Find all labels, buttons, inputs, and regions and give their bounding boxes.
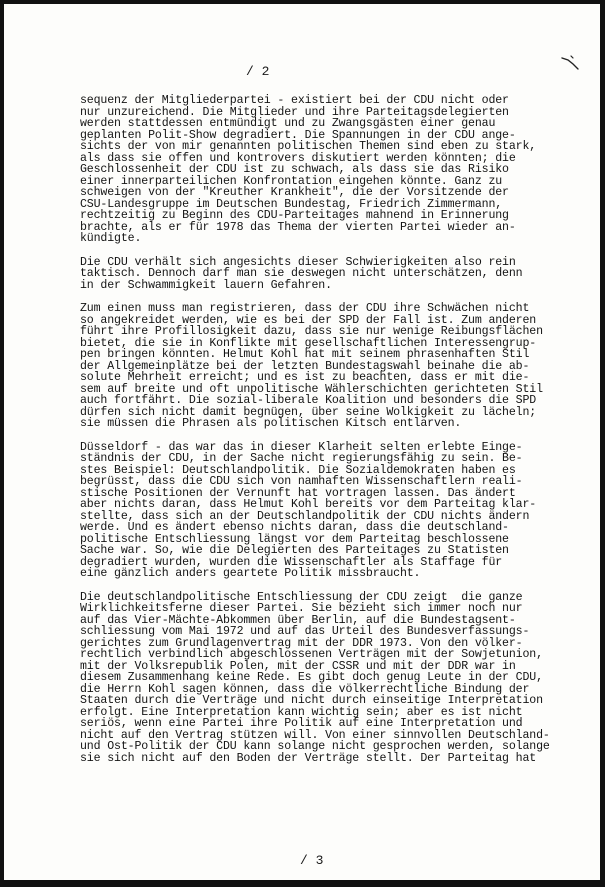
text-line: brachte, als er für 1978 das Thema der vierten Partei wieder an-: [80, 220, 516, 234]
pen-mark-icon: [559, 52, 581, 74]
text-line: CSU-Landesgruppe im Deutschen Bundestag, Friedrich Zimmermann,: [80, 197, 503, 211]
text-line: sie müssen die Phrasen als politischen Kitsch entlarven.: [80, 417, 462, 430]
text-line: solute Mehrheit erreicht; und es ist zu beachten, dass er mit die-: [80, 371, 530, 384]
text-line: sequenz der Mitgliederpartei - existiert bei der CDU nicht oder: [80, 94, 509, 107]
text-line: politische Entschliessung längst vor dem Parteitag beschlossene: [80, 532, 509, 546]
text-line: führt ihre Profillosigkeit dazu, dass sie nur wenige Reibungsflächen: [80, 325, 543, 338]
text-line: geplanten Polit-Show degradiert. Die Spannungen in der CDU ange-: [80, 128, 516, 142]
text-line: degradiert wurden, wurden die Wissenschaftler als Staffage für: [80, 555, 503, 569]
text-line: Die CDU verhält sich angesichts dieser Schwierigkeiten also rein: [80, 255, 516, 269]
text-line: Staaten durch die Verträge und nicht durch einseitige Interpretation: [80, 694, 543, 707]
text-line: gerichtes zum Grundlagenvertrag mit der DDR 1973. Von den völker-: [80, 636, 523, 650]
text-line: auf das Vier-Mächte-Abkommen über Berlin, auf die Bundestagsent-: [80, 613, 516, 627]
text-line: nur unzureichend. Die Mitglieder und ihre Parteitagsdelegierten: [80, 105, 509, 119]
text-line: schweigen von der "Kreuther Krankheit", die der Vorsitzende der: [80, 186, 509, 199]
text-line: so angekreidet werden, wie es bei der SPD der Fall ist. Zum anderen: [80, 313, 537, 327]
page-number-top: / 2: [246, 64, 270, 79]
text-line: kündigte.: [80, 232, 142, 245]
text-line: werde. Und es ändert ebenso nichts daran, dass die deutschland-: [80, 521, 509, 534]
text-line: sie sich nicht auf den Boden der Verträge stellt. Der Parteitag hat: [80, 751, 537, 765]
text-line: mit der Volksrepublik Polen, mit der CSSR und mit der DDR war in: [80, 659, 516, 673]
text-line: und Ost-Politik der CDU kann solange nicht gesprochen werden, solange: [80, 740, 550, 753]
text-line: diesem Zusammenhang keine Rede. Es gibt doch genug Leute in der CDU,: [80, 671, 543, 684]
text-line: Wirklichkeitsferne dieser Partei. Sie bezieht sich immer noch nur: [80, 602, 523, 615]
text-line: rechtlich verbindlich abgeschlossenen Verträgen mit der Sowjetunion,: [80, 648, 543, 661]
text-line: stellte, dass sich an der Deutschlandpolitik der CDU nichts ändern: [80, 509, 530, 523]
document-body: [80, 95, 560, 776]
text-line: einer innerparteilichen Konfrontation eingehen könnte. Ganz zu: [80, 174, 503, 188]
text-line: Geschlossenheit der CDU ist zu schwach, als dass sie das Risiko: [80, 163, 509, 176]
paragraph: [80, 303, 560, 430]
paragraph: [80, 95, 560, 245]
text-line: als dass sie offen und kontrovers diskutiert werden könnten; die: [80, 151, 516, 165]
text-line: rechtzeitig zu Beginn des CDU-Parteitages mahnend in Erinnerung: [80, 209, 509, 222]
text-line: schliessung vom Mai 1972 und auf das Urteil des Bundesverfassungs-: [80, 625, 530, 638]
text-line: auch fortfährt. Die sozial-liberale Koalition und besonders die SPD: [80, 394, 537, 407]
text-line: seriös, wenn eine Partei ihre Politik auf eine Interpretation und: [80, 717, 523, 730]
text-line: Sache war. So, wie die Delegierten des Parteitages zu Statisten: [80, 544, 509, 557]
paragraph: [80, 257, 560, 292]
text-line: Düsseldorf - das war das in dieser Klarheit selten erlebte Einge-: [80, 440, 523, 454]
text-line: stische Positionen der Vernunft hat vortragen lassen. Das ändert: [80, 486, 516, 500]
text-line: werden stattdessen entmündigt und zu Zwangsgästen einer genau: [80, 117, 496, 130]
text-line: ständnis der CDU, in der Sache nicht regierungsfähig zu sein. Be-: [80, 452, 523, 465]
text-line: Zum einen muss man registrieren, dass der CDU ihre Schwächen nicht: [80, 302, 530, 315]
text-line: aber nichts daran, dass Helmut Kohl bereits vor dem Parteitag klar-: [80, 498, 537, 511]
text-line: die Herrn Kohl sagen können, dass die völkerrechtliche Bindung der: [80, 682, 530, 696]
page-number-bottom: / 3: [300, 853, 324, 868]
text-line: taktisch. Dennoch darf man sie deswegen nicht unterschätzen, denn: [80, 267, 523, 280]
text-line: nicht auf den Vertrag stützen will. Von einer sinnvollen Deutschland-: [80, 728, 550, 742]
text-line: Die deutschlandpolitische Entschliessung der CDU zeigt die ganze: [80, 590, 523, 604]
text-line: eine gänzlich anders geartete Politik missbraucht.: [80, 567, 421, 580]
text-line: pen bringen könnten. Helmut Kohl hat mit seinem phrasenhaften Stil: [80, 348, 530, 361]
text-line: sem auf breite und oft unpolitische Wählerschichten gerichteten Stil: [80, 382, 543, 396]
text-line: dürfen sich nicht damit begnügen, über seine Wolkigkeit zu lächeln;: [80, 405, 537, 419]
text-line: erfolgt. Eine Interpretation kann wichtig sein; aber es ist nicht: [80, 705, 523, 719]
text-line: in der Schwammigkeit lauern Gefahren.: [80, 278, 332, 292]
text-line: begrüsst, dass die CDU sich von namhaften Wissenschaftlern reali-: [80, 475, 523, 488]
text-line: bietet, die sie in Konflikte mit gesellschaftlichen Interessengrup-: [80, 336, 537, 350]
text-line: sichts der von mir genannten politischen Themen sind eben zu stark,: [80, 140, 537, 153]
paragraph: [80, 592, 560, 765]
paragraph: [80, 442, 560, 580]
text-line: der Allgemeinplätze bei der letzten Bundestagswahl beinahe die ab-: [80, 359, 530, 373]
text-line: stes Beispiel: Deutschlandpolitik. Die Sozialdemokraten haben es: [80, 463, 516, 477]
